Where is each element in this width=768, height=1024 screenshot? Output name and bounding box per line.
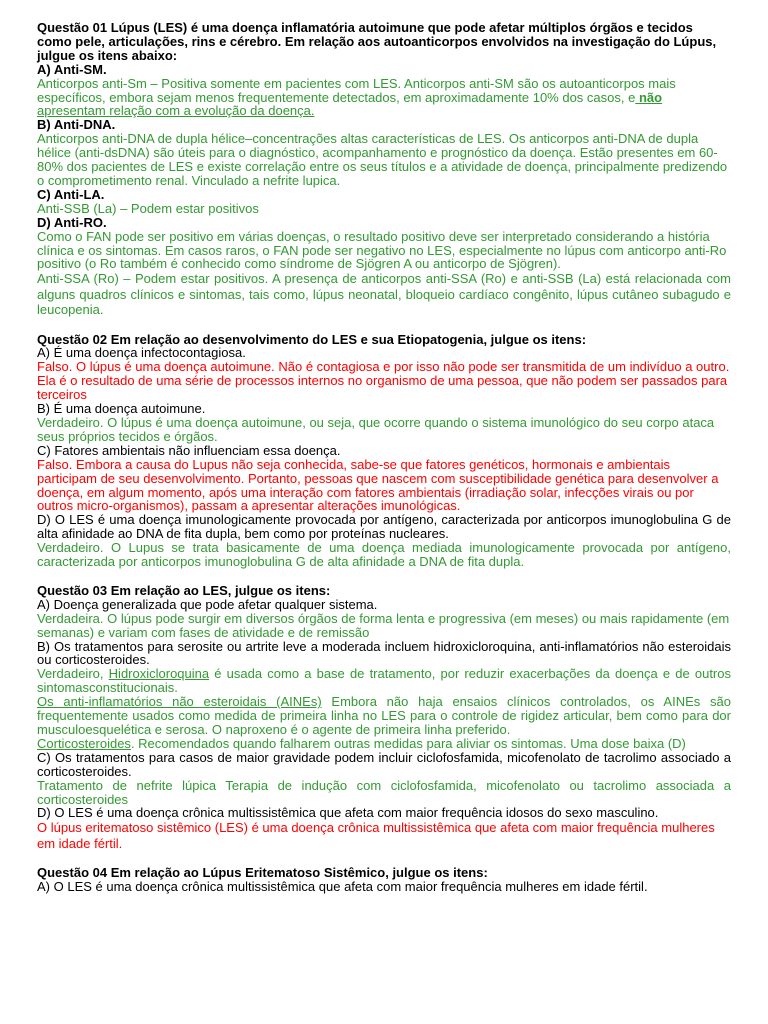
question-01 — [37, 21, 731, 318]
q2-item-c: C) Fatores ambientais não influenciam essa doença. — [37, 442, 341, 458]
q1-item-c-answer: Anti-SSB (La) – Podem estar positivos — [37, 200, 259, 216]
q3-item-b-answer-3 — [37, 737, 731, 751]
q1-item-d-answer-1: Como o FAN pode ser positivo em várias doenças, o resultado positivo deve ser interpretado considerando a história clínica e os sintomas. Em casos raros, o FAN pode ser negativo no LES, especialmente no lúpus com anticorpo anti-Ro positivo (o Ro também é conhecido como síndrome de Sjögren A ou anticorpo de Sjögren). — [37, 228, 727, 272]
question-02 — [37, 333, 731, 569]
q3-item-d-answer: O lúpus eritematoso sistêmico (LES) é uma doença crônica multissistêmica que afeta com maior frequência mulheres em idade fértil. — [37, 820, 715, 851]
q1-item-a-text: Anticorpos anti-Sm – Positiva somente em pacientes com LES. Anticorpos anti-SM são os autoanticorpos mais específicos, embora sejam menos frequentemente detectados, em aproximadamente 10% dos casos, e — [37, 75, 676, 105]
q3-item-b: B) Os tratamentos para serosite ou artrite leve a moderada incluem hidroxicloroquina, anti-inflamatórios não esteroidais ou corticosteroides. — [37, 638, 731, 668]
q3-item-c-answer: Tratamento de nefrite lúpica Terapia de indução com ciclofosfamida, micofenolato ou tacrolimo associada a corticosteroides — [37, 777, 731, 807]
q2-item-d: D) O LES é uma doença imunologicamente provocada por antígeno, caracterizada por anticorpos imunoglobulina G de alta afinidade ao DNA de fita dupla, bem como por proteínas nucleares. — [37, 512, 731, 542]
q2-item-b: B) É uma doença autoimune. — [37, 401, 206, 417]
q1-item-d-label: D) Anti-RO. — [37, 214, 107, 230]
question-04-title: Questão 04 Em relação ao Lúpus Eritematoso Sistêmico, julgue os itens: — [37, 865, 488, 881]
q3-item-c: C) Os tratamentos para casos de maior gravidade podem incluir ciclofosfamida, micofenolato de tacrolimo associado a corticosteroides. — [37, 749, 731, 779]
q3-item-b-answer-2 — [37, 695, 731, 737]
q1-item-b-label: B) Anti-DNA. — [37, 117, 116, 133]
q2-item-a-answer: Falso. O lúpus é uma doença autoimune. Não é contagiosa e por isso não pode ser transmitida de um indivíduo a outro. Ela é o resultado de uma série de processos internos no organismo de uma pessoa, que não podem ser passados para terceiros — [37, 359, 730, 403]
q3-item-b-answer-2-term: Os anti-inflamatórios não esteroidais (AINEs) — [37, 694, 322, 710]
q3-item-a: A) Doença generalizada que pode afetar qualquer sistema. — [37, 596, 378, 612]
q1-item-a-tail: apresentam relação com a evolução da doença. — [37, 103, 315, 119]
q3-item-a-answer: Verdadeira. O lúpus pode surgir em diversos órgãos de forma lenta e progressiva (em meses) ou mais rapidamente (em semanas) e variam com fases de atividade e de remissão — [37, 610, 730, 640]
q1-item-c-label: C) Anti-LA. — [37, 186, 105, 202]
q4-item-a: A) O LES é uma doença crônica multissistêmica que afeta com maior frequência mulheres em idade fértil. — [37, 879, 648, 895]
question-04 — [37, 866, 731, 894]
q1-item-a-emphasis: não — [638, 89, 663, 105]
question-01-title: Questão 01 Lúpus (LES) é uma doença inflamatória autoimune que pode afetar múltiplos órgãos e tecidos como pele, articulações, rins e cérebro. Em relação aos autoanticorpos envolvidos na investigação do Lúpus, julgue os itens abaixo: — [37, 20, 717, 63]
q1-item-b-answer: Anticorpos anti-DNA de dupla hélice–concentrações altas características de LES. Os anticorpos anti-DNA de dupla hélice (anti-dsDNA) são úteis para o diagnóstico, acompanhamento e prognóstico da doença. Estão presentes em 60-80% dos pacientes de LES e existe correlação entre os seus títulos e a atividade de doença, principalmente predizendo o comprometimento renal. Vinculado a nefrite lupica. — [37, 131, 728, 188]
q3-item-b-answer-1 — [37, 667, 731, 695]
q3-item-d: D) O LES é uma doença crônica multissistêmica que afeta com maior frequência idosos do sexo masculino. — [37, 805, 659, 821]
q2-item-d-answer: Verdadeiro. O Lupus se trata basicamente de uma doença mediada imunologicamente provocada por antígeno, caracterizada por anticorpos imunoglobulina G de alta afinidade a DNA de fita dupla. — [37, 540, 731, 570]
q3-item-b-answer-2-rest: Embora não haja ensaios clínicos controlados, os AINEs são frequentemente usados como medida de primeira linha no LES para o controle de rigidez articular, bem como para dor musculoesquelética e serosa. O naproxeno é o agente de primeira linha preferido. — [37, 694, 731, 737]
q3-item-b-answer-1-rest: é usada como a base de tratamento, por reduzir exacerbações da doença e de outros sintomasconstitucionais. — [37, 666, 731, 696]
q3-item-b-answer-1-lead: Verdadeiro, — [37, 666, 104, 682]
q1-item-a-label: A) Anti-SM. — [37, 61, 107, 77]
q1-item-d-answer-2: Anti-SSA (Ro) – Podem estar positivos. A presença de anticorpos anti-SSA (Ro) e anti-SSB (La) está relacionada com alguns quadros clínicos e sintomas, tais como, lúpus neonatal, bloqueio cardíaco congênito, lúpus cutâneo subagudo e leucopenia. — [37, 271, 731, 318]
q2-item-b-answer: Verdadeiro. O lúpus é uma doença autoimune, ou seja, que ocorre quando o sistema imunológico do seu corpo ataca seus próprios tecidos e órgãos. — [37, 414, 715, 444]
q3-item-b-answer-3-term: Corticosteroides — [37, 735, 131, 751]
question-03 — [37, 584, 731, 851]
question-02-title: Questão 02 Em relação ao desenvolvimento do LES e sua Etiopatogenia, julgue os itens: — [37, 331, 587, 347]
question-03-title: Questão 03 Em relação ao LES, julgue os itens: — [37, 582, 331, 598]
q2-item-c-answer: Falso. Embora a causa do Lupus não seja conhecida, sabe-se que fatores genéticos, hormonais e ambientais participam de seu desenvolvimento. Portanto, pessoas que nascem com susceptibilidade genética para desenvolver a doença, em algum momento, após uma interação com fatores ambientais (irradiação solar, infecções virais ou por outros micro-organismos), passam a apresentar alterações imunológicas. — [37, 456, 719, 514]
q1-item-a-answer — [37, 77, 731, 119]
q2-item-a: A) É uma doença infectocontagiosa. — [37, 345, 246, 361]
q3-item-b-answer-1-term: Hidroxicloroquina — [108, 666, 210, 682]
q3-item-b-answer-3-rest: . Recomendados quando falharem outras medidas para aliviar os sintomas. Uma dose baixa (D) — [130, 735, 686, 751]
